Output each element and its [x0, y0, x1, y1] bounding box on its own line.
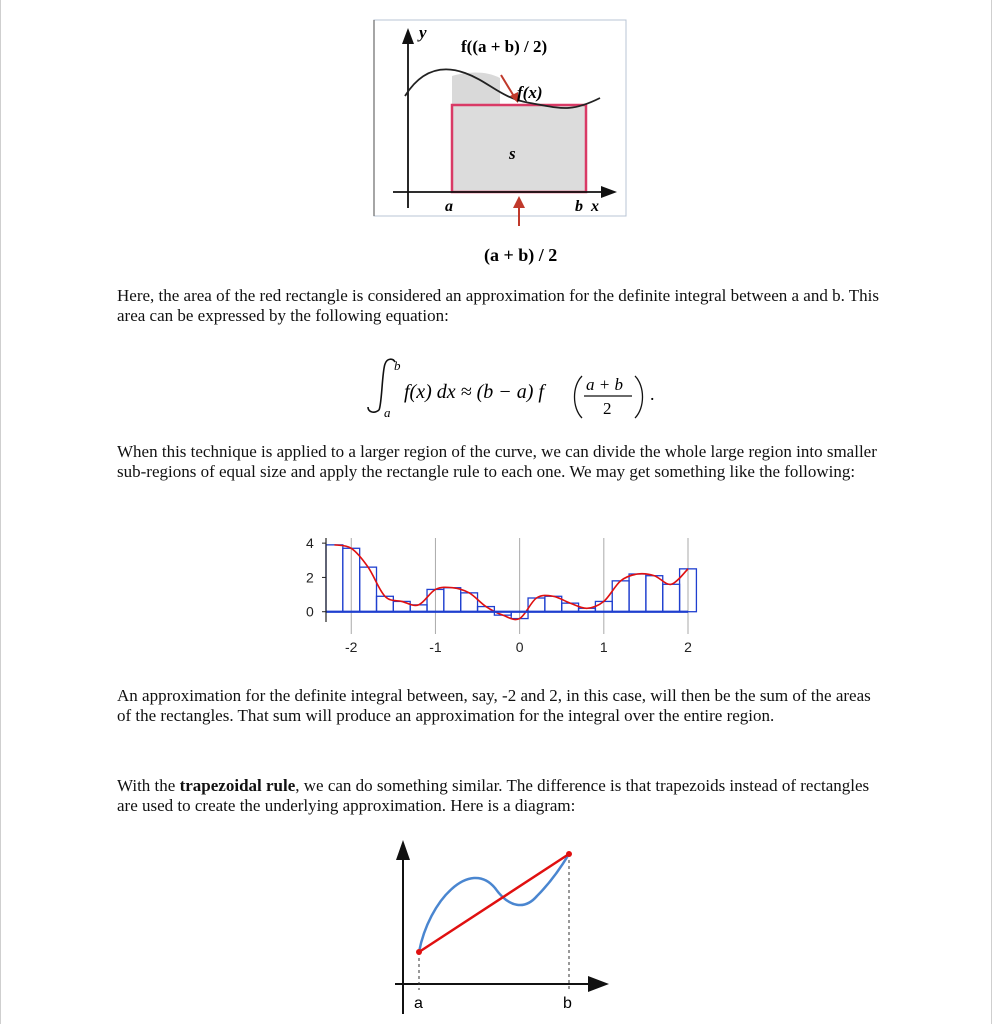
- label-fx: f(x): [517, 83, 543, 102]
- trapezoid-chord: [419, 854, 569, 952]
- rectangle-rule-chart: [290, 530, 700, 660]
- bar: [629, 574, 646, 612]
- midpoint-rule-figure: [365, 18, 635, 268]
- bar: [377, 596, 394, 611]
- paragraph-rectangle-area: Here, the area of the red rectangle is considered an approximation for the definite integral between a and b. This area can be expressed by the following equation:: [117, 286, 880, 325]
- label-f-midpoint: f((a + b) / 2): [461, 37, 548, 56]
- x-tick-label: 1: [599, 639, 608, 655]
- bar: [646, 576, 663, 612]
- bar: [663, 584, 680, 611]
- bar: [562, 603, 579, 612]
- point-fb: [566, 851, 572, 857]
- label-b: b: [575, 198, 583, 215]
- integral-lower-limit: a: [384, 405, 391, 420]
- y-tick-label: 0: [306, 603, 314, 620]
- arrow-bottom-head-icon: [513, 196, 525, 208]
- fraction-numerator: a + b: [586, 375, 623, 394]
- fraction-denominator: 2: [603, 399, 612, 418]
- label-a: a: [414, 995, 423, 1012]
- left-paren-icon: [575, 376, 583, 418]
- bar: [461, 593, 478, 612]
- y-axis-arrow-icon: [396, 840, 410, 860]
- x-tick-label: 0: [515, 639, 524, 655]
- trapezoidal-rule-term: trapezoidal rule: [179, 776, 296, 795]
- bar: [612, 581, 629, 612]
- x-axis-arrow-icon: [601, 186, 617, 198]
- x-axis-label: x: [591, 198, 599, 215]
- label-b: b: [563, 995, 572, 1012]
- integral-sign-icon: [368, 359, 395, 412]
- x-tick-label: -1: [429, 639, 442, 655]
- equation-period: .: [650, 384, 655, 404]
- x-tick-label: 2: [684, 639, 692, 655]
- equation-body: f(x) dx ≈ (b − a) f: [404, 381, 544, 403]
- bar: [326, 545, 343, 612]
- bar: [360, 567, 377, 612]
- y-axis-arrow-icon: [402, 28, 414, 44]
- label-s: s: [509, 144, 516, 163]
- label-midpoint: (a + b) / 2: [484, 245, 558, 265]
- label-a: a: [445, 198, 453, 215]
- bar: [444, 588, 461, 612]
- paragraph-sum-approximation: An approximation for the definite integral between, say, -2 and 2, in this case, will then be the sum of the areas of the rectangles. That sum will produce an approximation for the integral over the entire region.: [117, 686, 871, 725]
- paragraph-trapezoidal-prefix: With the: [117, 776, 180, 795]
- point-fa: [416, 949, 422, 955]
- right-paren-icon: [635, 376, 643, 418]
- y-axis-label: y: [419, 23, 427, 42]
- paragraph-subregions: When this technique is applied to a larger region of the curve, we can divide the whole large region into smaller sub-regions of equal size and apply the rectangle rule to each one. We may get something like the following:: [117, 442, 877, 481]
- y-tick-label: 4: [306, 535, 314, 552]
- paragraph-trapezoidal: [117, 776, 887, 816]
- curve-fx: [405, 69, 600, 108]
- trapezoidal-rule-figure: [385, 838, 615, 1024]
- x-axis-arrow-icon: [588, 976, 609, 992]
- paragraph-trapezoidal-suffix: , we can do something similar. The difference is that trapezoids instead of rectangles are used to create the underlying approximation. Here is a diagram:: [117, 776, 870, 815]
- integral-upper-limit: b: [394, 358, 401, 373]
- x-tick-label: -2: [345, 639, 358, 655]
- midpoint-equation: [360, 352, 660, 424]
- rectangle-s: [452, 105, 586, 192]
- series-line-fx: [334, 545, 688, 620]
- y-tick-label: 2: [306, 569, 314, 586]
